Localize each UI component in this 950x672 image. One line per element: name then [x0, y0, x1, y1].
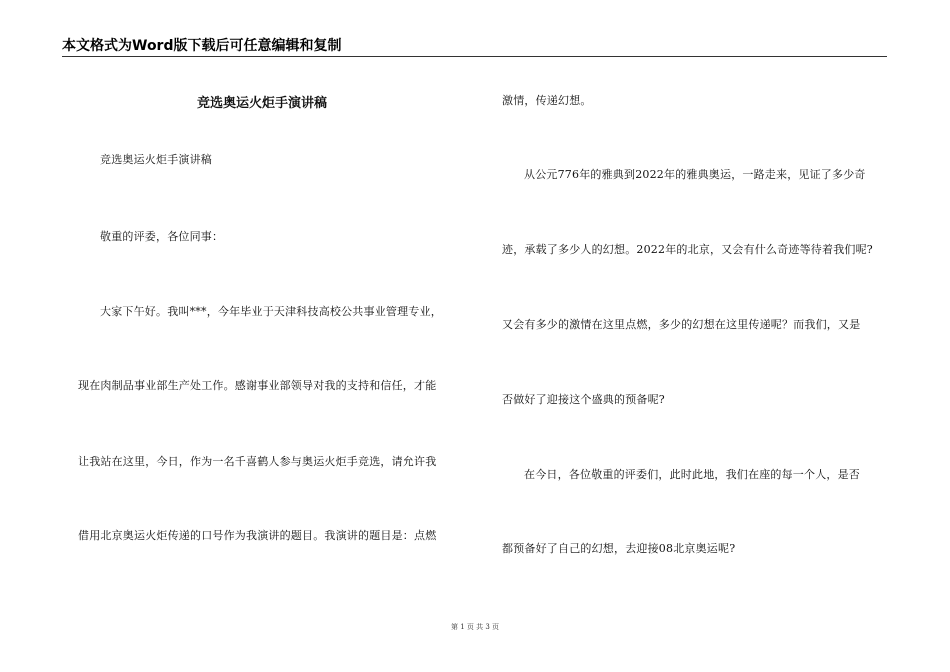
header-text: 本文格式为Word版下载后可任意编辑和复制: [62, 38, 342, 54]
paragraph-line: 激情，传递幻想。: [502, 94, 592, 107]
paragraph-line: 现在肉制品事业部生产处工作。感谢事业部领导对我的支持和信任，才能: [78, 379, 437, 392]
paragraph-line: 借用北京奥运火炬传递的口号作为我演讲的题目。我演讲的题目是：点燃: [78, 529, 437, 542]
paragraph-line: 让我站在这里，今日，作为一名千喜鹤人参与奥运火炬手竞选，请允许我: [78, 455, 437, 468]
paragraph-line: 在今日，各位敬重的评委们，此时此地，我们在座的每一个人，是否: [524, 468, 860, 481]
paragraph-line: 否做好了迎接这个盛典的预备呢?: [502, 393, 665, 406]
paragraph-line: 又会有多少的激情在这里点燃，多少的幻想在这里传递呢？而我们，又是: [502, 318, 861, 331]
paragraph-line: 都预备好了自己的幻想，去迎接08北京奥运呢?: [502, 542, 736, 555]
paragraph-line: 大家下午好。我叫***，今年毕业于天津科技高校公共事业管理专业，: [100, 305, 442, 318]
paragraph-line: 敬重的评委，各位同事：: [100, 230, 224, 243]
document-title: 竞选奥运火炬手演讲稿: [196, 96, 327, 111]
page-header: [62, 34, 887, 57]
paragraph-line: 迹，承载了多少人的幻想。2022年的北京，又会有什么奇迹等待着我们呢?: [502, 243, 873, 256]
paragraph-line: 竞选奥运火炬手演讲稿: [100, 153, 212, 166]
paragraph-line: 从公元776年的雅典到2022年的雅典奥运，一路走来，见证了多少奇: [524, 168, 866, 181]
page-number: 第 1 页 共 3 页: [450, 623, 500, 631]
